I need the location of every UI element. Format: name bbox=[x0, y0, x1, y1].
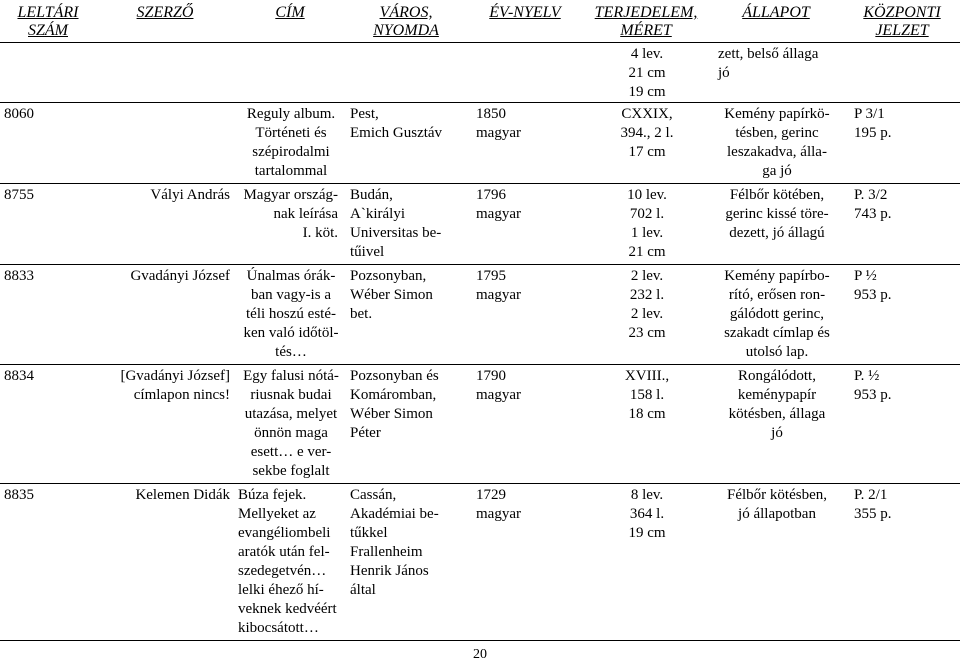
cell-varos: Budán, A`királyi Universitas be- tűivel bbox=[346, 184, 466, 265]
cell-allapot: Rongálódott, keménypapír kötésben, állaga jó bbox=[708, 365, 844, 484]
cell-szerzo: [Gvadányi József] címlapon nincs! bbox=[96, 365, 234, 484]
table-row bbox=[0, 265, 960, 365]
cell-terjedelem: 2 lev. 232 l. 2 lev. 23 cm bbox=[584, 265, 708, 365]
table-row bbox=[0, 103, 960, 184]
header-ev-nyelv: ÉV-NYELV bbox=[466, 0, 584, 43]
cell-jelzet: P 3/1 195 p. bbox=[844, 103, 960, 184]
cell-ev: 1790 magyar bbox=[466, 365, 584, 484]
cell-szam: 8833 bbox=[0, 265, 96, 365]
cell-jelzet: P ½ 953 p. bbox=[844, 265, 960, 365]
cell-terjedelem: XVIII., 158 l. 18 cm bbox=[584, 365, 708, 484]
cell-cim: Egy falusi nótá- riusnak budai utazása, melyet önnön maga esett… e ver- sekbe foglalt bbox=[234, 365, 346, 484]
cell-varos: Pest, Emich Gusztáv bbox=[346, 103, 466, 184]
page-number: 20 bbox=[473, 647, 487, 662]
cell-allapot: Félbőr kötében, gerinc kissé töre- dezett, jó állagú bbox=[708, 184, 844, 265]
cell-jelzet: P. 3/2 743 p. bbox=[844, 184, 960, 265]
cell-varos: Pozsonyban, Wéber Simon bet. bbox=[346, 265, 466, 365]
cell-ev: 1796 magyar bbox=[466, 184, 584, 265]
cell-ev: 1729 magyar bbox=[466, 484, 584, 641]
continuation-terjedelem: 4 lev. 21 cm 19 cm bbox=[628, 46, 666, 100]
cell-szam: 8755 bbox=[0, 184, 96, 265]
cell-varos: Cassán, Akadémiai be- tűkkel Frallenheim Henrik János által bbox=[346, 484, 466, 641]
cell-cim: Únalmas órák- ban vagy-is a téli hoszú esté- ken való időtöl- tés… bbox=[234, 265, 346, 365]
cell-terjedelem: 10 lev. 702 l. 1 lev. 21 cm bbox=[584, 184, 708, 265]
header-allapot: ÁLLAPOT bbox=[708, 0, 844, 43]
cell-szerzo bbox=[96, 103, 234, 184]
header-kozponti-jelzet: KÖZPONTI JELZET bbox=[844, 0, 960, 43]
header-leltari-szam: LELTÁRI SZÁM bbox=[0, 0, 96, 43]
cell-ev: 1850 magyar bbox=[466, 103, 584, 184]
cell-szam: 8835 bbox=[0, 484, 96, 641]
cell-cim: Magyar ország- nak leírása I. köt. bbox=[234, 184, 346, 265]
cell-szerzo: Gvadányi József bbox=[96, 265, 234, 365]
cell-szerzo: Kelemen Didák bbox=[96, 484, 234, 641]
continuation-allapot: zett, belső állaga jó bbox=[718, 46, 819, 81]
cell-terjedelem: 8 lev. 364 l. 19 cm bbox=[584, 484, 708, 641]
cell-cim: Reguly album. Történeti és szépirodalmi tartalommal bbox=[234, 103, 346, 184]
cell-ev: 1795 magyar bbox=[466, 265, 584, 365]
table-row bbox=[0, 484, 960, 641]
header-terjedelem-meret: TERJEDELEM, MÉRET bbox=[584, 0, 708, 43]
table-row bbox=[0, 184, 960, 265]
header-row bbox=[0, 0, 960, 43]
cell-jelzet: P. 2/1 355 p. bbox=[844, 484, 960, 641]
cell-szam: 8060 bbox=[0, 103, 96, 184]
cell-allapot: Félbőr kötésben, jó állapotban bbox=[708, 484, 844, 641]
cell-varos: Pozsonyban és Komáromban, Wéber Simon Péter bbox=[346, 365, 466, 484]
continuation-row bbox=[0, 43, 960, 103]
cell-cim: Búza fejek. Mellyeket az evangéliombeli aratók után fel- szedegetvén… lelki éhező hí- veknek kedvéért kibocsátott… bbox=[234, 484, 346, 641]
cell-terjedelem: CXXIX, 394., 2 l. 17 cm bbox=[584, 103, 708, 184]
header-varos-nyomda: VÁROS, NYOMDA bbox=[346, 0, 466, 43]
header-szerzo: SZERZŐ bbox=[96, 0, 234, 43]
cell-szerzo: Vályi András bbox=[96, 184, 234, 265]
cell-allapot: Kemény papírkö- tésben, gerinc leszakadva, álla- ga jó bbox=[708, 103, 844, 184]
cell-szam: 8834 bbox=[0, 365, 96, 484]
header-cim: CÍM bbox=[234, 0, 346, 43]
table-row bbox=[0, 365, 960, 484]
cell-jelzet: P. ½ 953 p. bbox=[844, 365, 960, 484]
cell-allapot: Kemény papírbo- rító, erősen ron- gálódott gerinc, szakadt címlap és utolsó lap. bbox=[708, 265, 844, 365]
